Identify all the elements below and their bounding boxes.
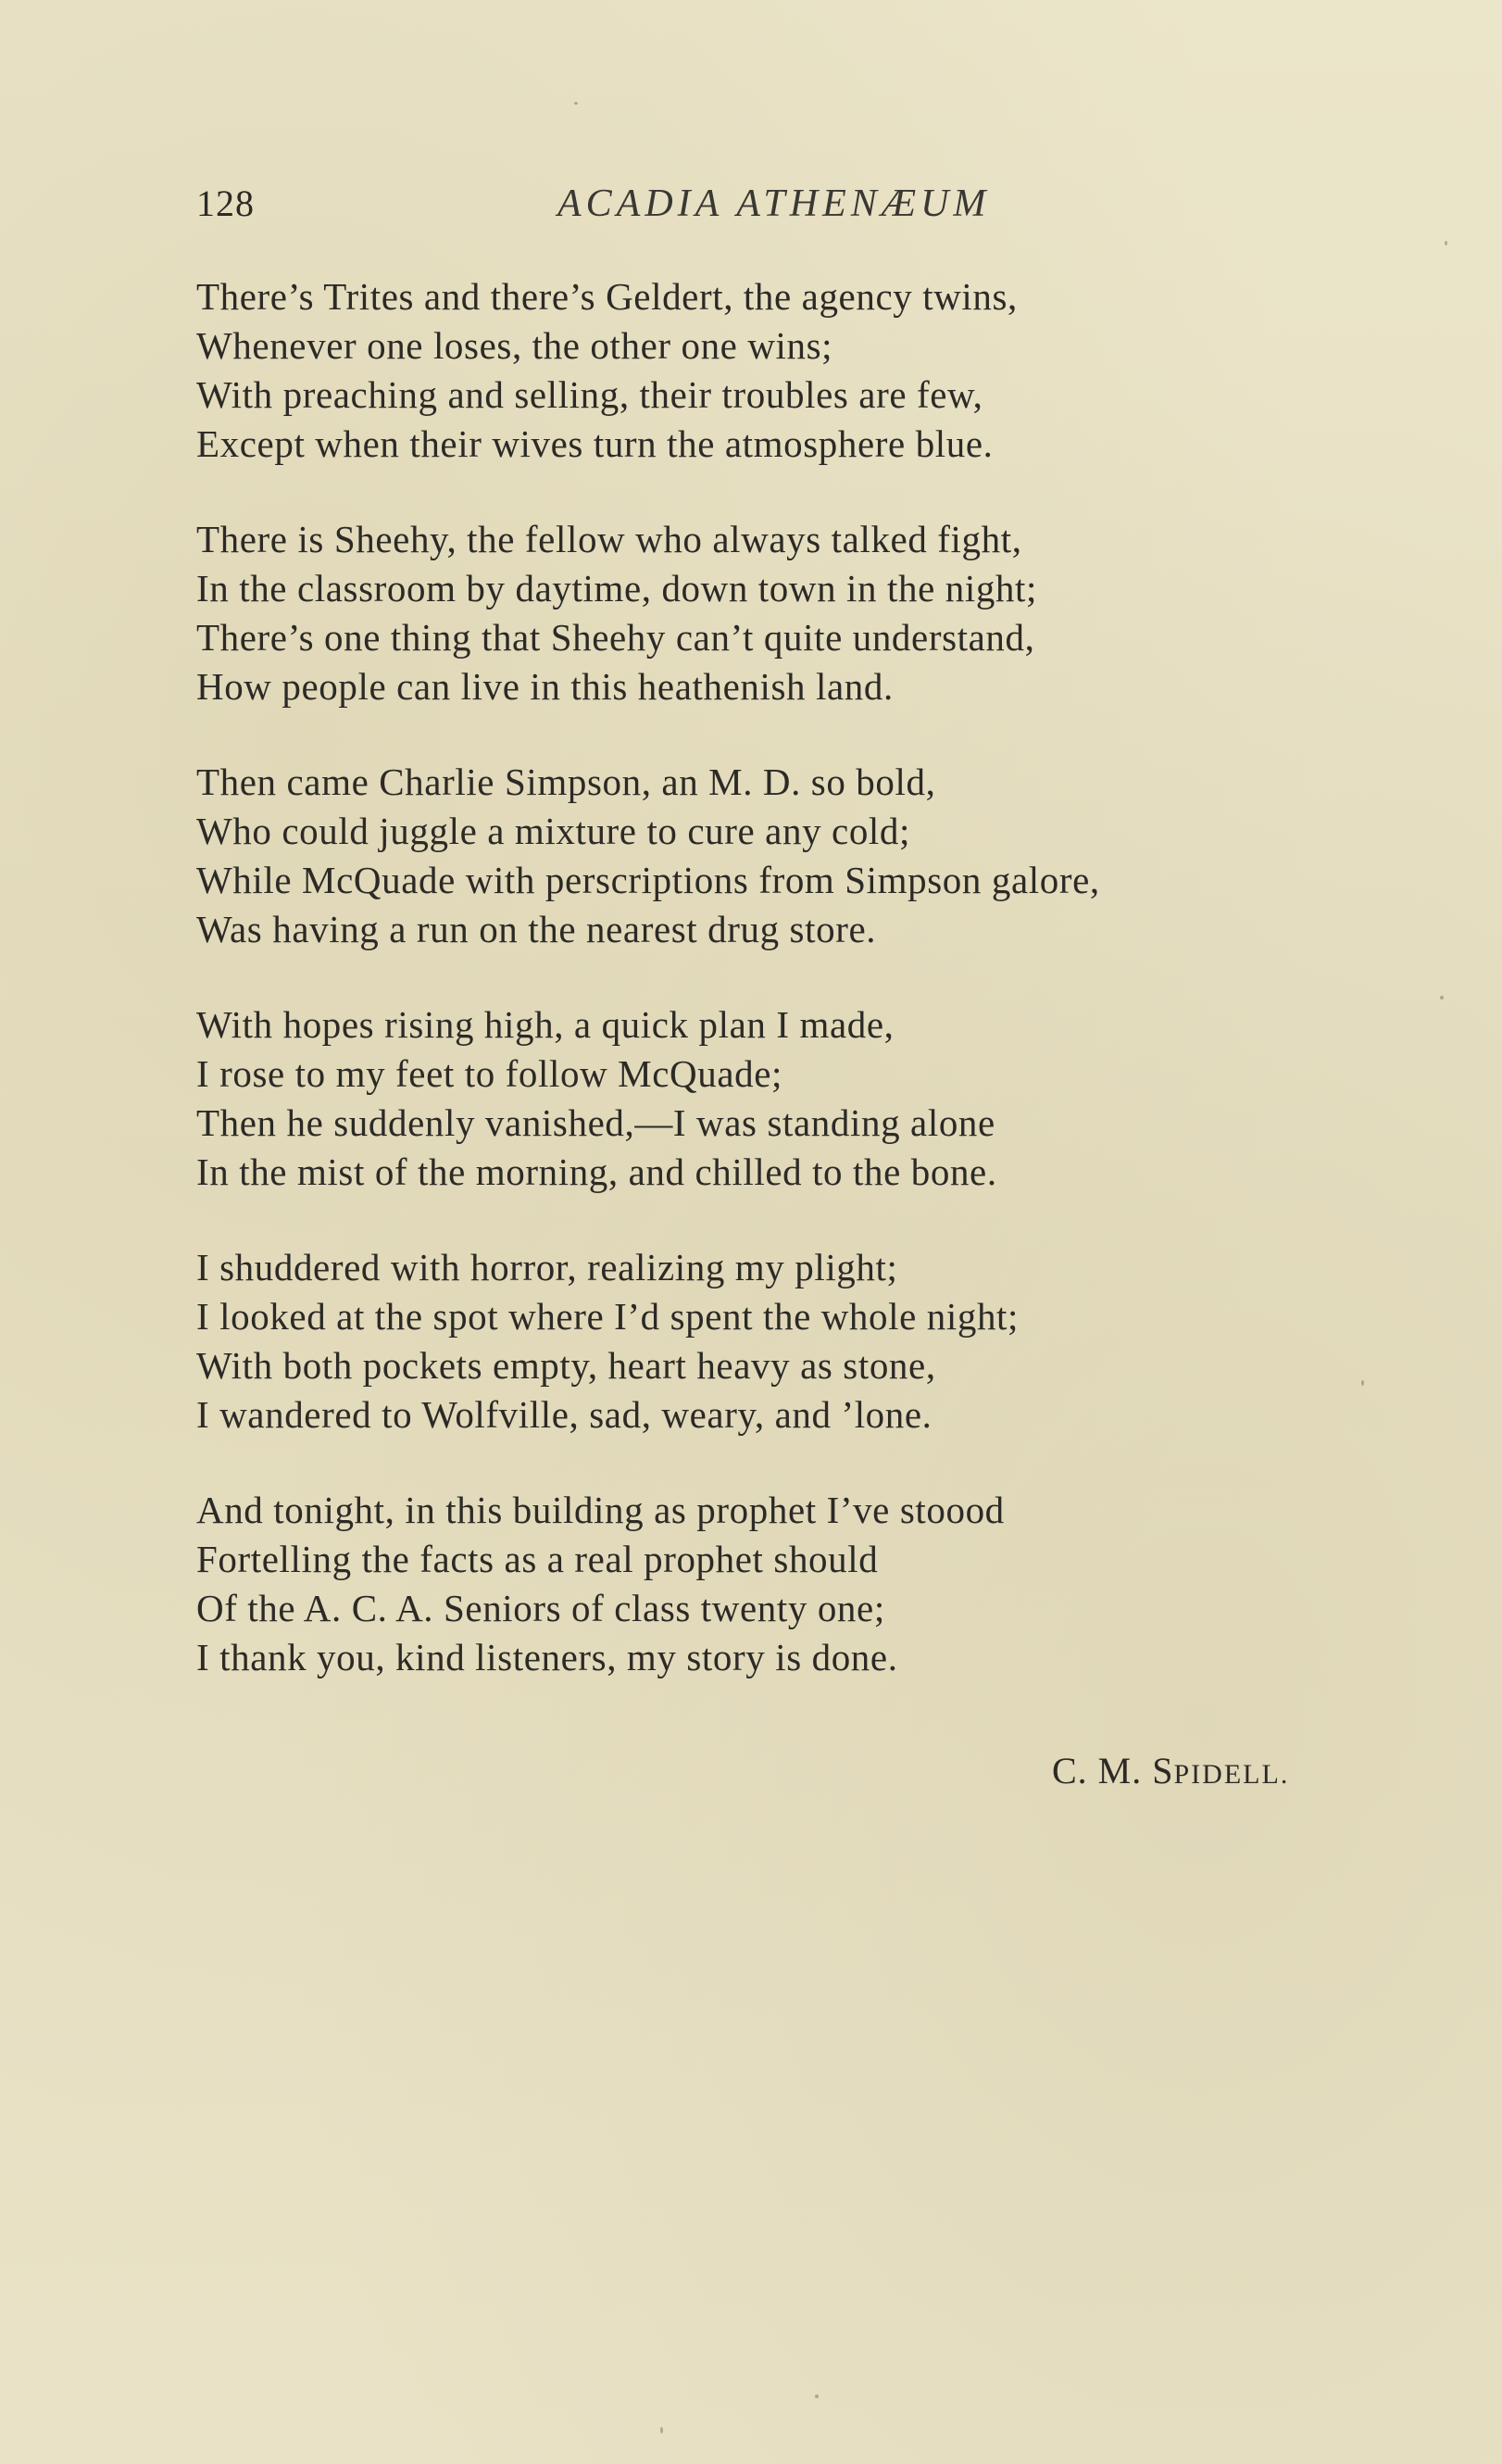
poem-line: I thank you, kind listeners, my story is done. xyxy=(196,1636,898,1678)
signature-surname-rest: PIDELL. xyxy=(1173,1759,1290,1790)
paper-speck xyxy=(1440,996,1444,999)
poem-line: Then came Charlie Simpson, an M. D. so bold, xyxy=(196,761,936,803)
poem-line: And tonight, in this building as prophet I’ve stoood xyxy=(196,1489,1005,1531)
paper-speck xyxy=(1361,1380,1364,1386)
poem-line: I rose to my feet to follow McQuade; xyxy=(196,1052,783,1095)
poem-line: With both pockets empty, heart heavy as stone, xyxy=(196,1344,936,1387)
poem-line: I looked at the spot where I’d spent the whole night; xyxy=(196,1295,1020,1338)
paper-speck xyxy=(815,2395,819,2398)
poem-line: How people can live in this heathenish land. xyxy=(196,665,894,708)
poem-line: There’s Trites and there’s Geldert, the agency twins, xyxy=(196,275,1018,318)
poem-line: I wandered to Wolfville, sad, weary, and ’lone. xyxy=(196,1393,932,1436)
poem-line: I shuddered with horror, realizing my plight; xyxy=(196,1246,898,1289)
poem-line: In the mist of the morning, and chilled to the bone. xyxy=(196,1150,997,1193)
poem-line: With hopes rising high, a quick plan I made, xyxy=(196,1003,895,1046)
poem-line: In the classroom by daytime, down town in the night; xyxy=(196,567,1038,610)
page-header xyxy=(196,182,1132,237)
poem-line: There is Sheehy, the fellow who always talked fight, xyxy=(196,518,1022,560)
poem-line: Except when their wives turn the atmosphere blue. xyxy=(196,422,994,465)
stanza xyxy=(196,1486,1400,1682)
poem-line: Fortelling the facts as a real prophet should xyxy=(196,1538,879,1580)
paper-speck xyxy=(660,2427,663,2433)
stanza xyxy=(196,515,1400,711)
poem-line: Of the A. C. A. Seniors of class twenty one; xyxy=(196,1587,885,1629)
running-title: ACADIA ATHENÆUM xyxy=(557,182,991,225)
poem-line: With preaching and selling, their troubles are few, xyxy=(196,373,983,416)
poem-line: While McQuade with perscriptions from Simpson galore, xyxy=(196,859,1100,901)
stanza xyxy=(196,272,1400,469)
signature-initials: C. M. xyxy=(1052,1750,1153,1791)
poem-line: Then he suddenly vanished,—I was standing alone xyxy=(196,1101,995,1144)
author-signature xyxy=(1052,1749,1289,1792)
stanza xyxy=(196,1243,1400,1439)
stanza xyxy=(196,758,1400,954)
poem-line: There’s one thing that Sheehy can’t quite understand, xyxy=(196,616,1035,659)
stanza xyxy=(196,1000,1400,1197)
paper-speck xyxy=(574,102,578,105)
poem-line: Was having a run on the nearest drug store. xyxy=(196,908,877,950)
signature-surname-initial: S xyxy=(1152,1750,1174,1791)
poem-line: Who could juggle a mixture to cure any cold; xyxy=(196,810,911,852)
poem xyxy=(196,272,1400,1729)
poem-line: Whenever one loses, the other one wins; xyxy=(196,324,833,367)
page-number: 128 xyxy=(196,182,255,224)
paper-speck xyxy=(1445,241,1447,245)
